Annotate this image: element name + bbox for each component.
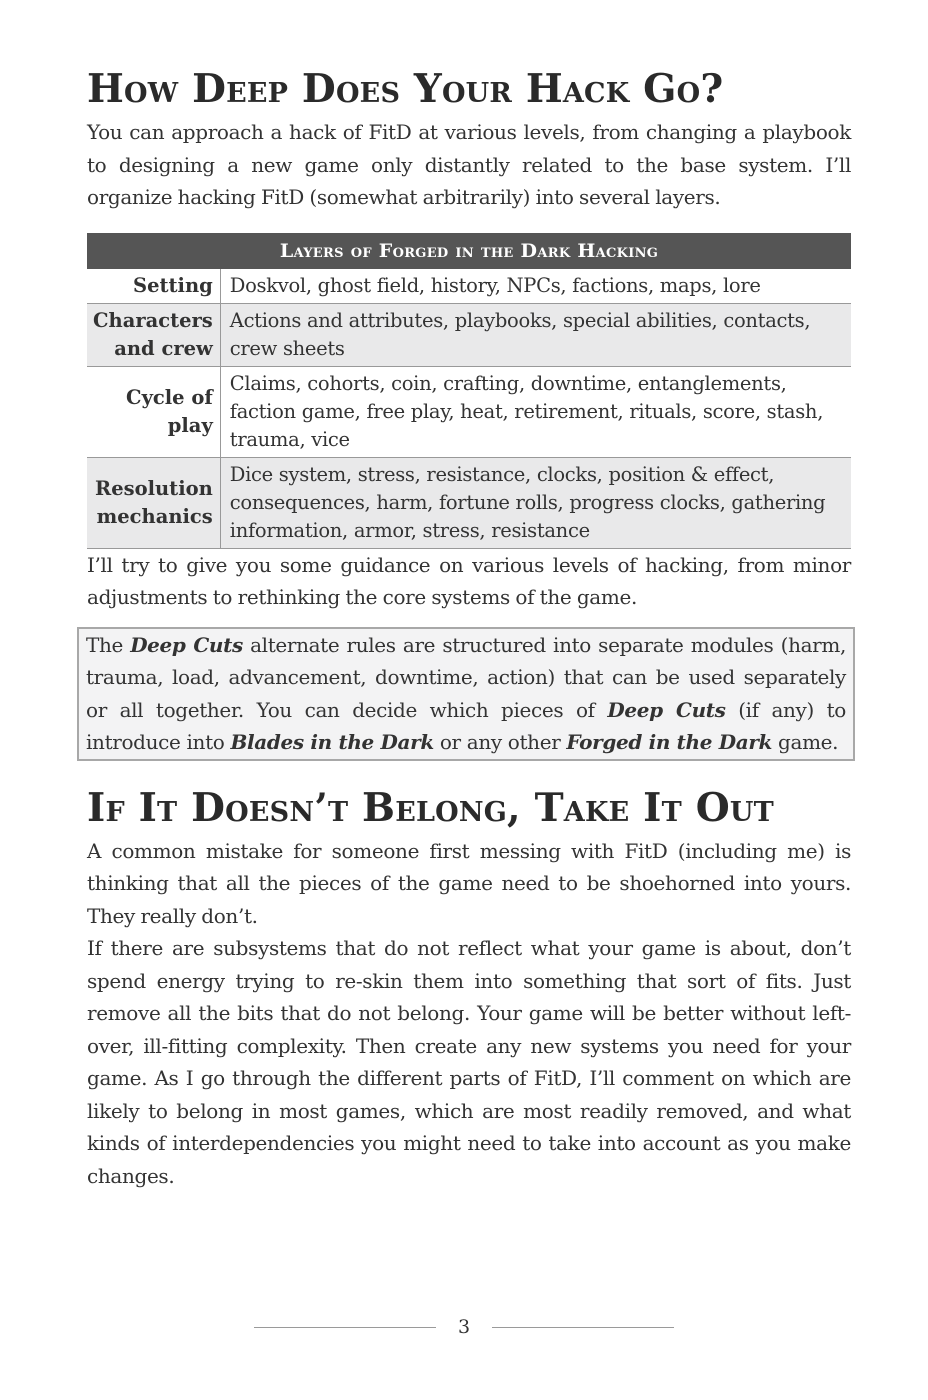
guidance-paragraph: I’ll try to give you some guidance on various levels of hacking, from minor adjustments to rethinking the core systems of the game. <box>87 552 851 609</box>
table-row <box>87 269 851 304</box>
callout-text-part: alternate rules are structured into separate modules (harm, trauma, load, advancement, downtime, action) that can be used separately or all together. You can decide which pieces of <box>86 632 847 722</box>
callout-text-part: or any other <box>433 730 567 754</box>
table-row <box>87 457 851 548</box>
blades-title: Blades in the Dark <box>230 730 434 754</box>
intro-paragraph: You can approach a hack of FitD at various levels, from changing a playbook to designing a new game only distantly related to the base system. I’ll organize hacking FitD (somewhat arbitrarily) into several layers. <box>87 120 851 209</box>
row-value: Claims, cohorts, coin, crafting, downtime, entanglements, faction game, free play, heat, retirement, rituals, score, stash, trauma, vice <box>220 366 851 457</box>
forged-title: Forged in the Dark <box>566 730 773 754</box>
page-number: 3 <box>457 1316 471 1338</box>
callout-text-part: The <box>86 632 131 657</box>
subsystems-paragraph: If there are subsystems that do not reflect what your game is about, don’t spend energy trying to re-skin them into something that sort of fits. Just remove all the bits that do not belong. Your game will be better without left-over, ill-fitting complexity. Then create any new systems you need for your game. As I go through the different parts of FitD, I’ll comment on which are likely to belong in most games, which are most readily removed, and what kinds of interdependencies you might need to take into account as you make changes. <box>87 936 851 1188</box>
page-footer <box>0 1312 928 1342</box>
mistake-paragraph: A common mistake for someone first messing with FitD (including me) is thinking that all the pieces of the game need to be shoehorned into yours. They really don’t. <box>87 838 851 928</box>
row-header: Cycle of play <box>87 366 220 457</box>
row-header: Setting <box>87 269 220 304</box>
callout-text <box>86 629 846 759</box>
section-heading-hack-depth: How Deep Does Your Hack Go? <box>87 66 724 112</box>
callout-text-part: (if any) to introduce into <box>86 697 846 754</box>
layers-table <box>87 233 851 549</box>
section-heading-take-it-out: If It Doesn’t Belong, Take It Out <box>87 784 774 831</box>
callout-text-part: game. <box>772 730 839 754</box>
deep-cuts-title: Deep Cuts <box>130 632 243 657</box>
deep-cuts-callout <box>77 627 855 761</box>
footer-rule-right <box>492 1327 674 1328</box>
row-header: Resolution mechanics <box>87 457 220 548</box>
table-row <box>87 303 851 366</box>
footer-rule-left <box>254 1327 436 1328</box>
page-content <box>87 62 851 1192</box>
row-value: Dice system, stress, resistance, clocks, position & effect, consequences, harm, fortune rolls, progress clocks, gathering information, armor, stress, resistance <box>220 457 851 548</box>
table-row <box>87 366 851 457</box>
row-header: Characters and crew <box>87 303 220 366</box>
deep-cuts-title: Deep Cuts <box>607 697 726 722</box>
table-title: Layers of Forged in the Dark Hacking <box>87 233 851 269</box>
row-value: Doskvol, ghost field, history, NPCs, factions, maps, lore <box>220 269 851 304</box>
row-value: Actions and attributes, playbooks, special abilities, contacts, crew sheets <box>220 303 851 366</box>
